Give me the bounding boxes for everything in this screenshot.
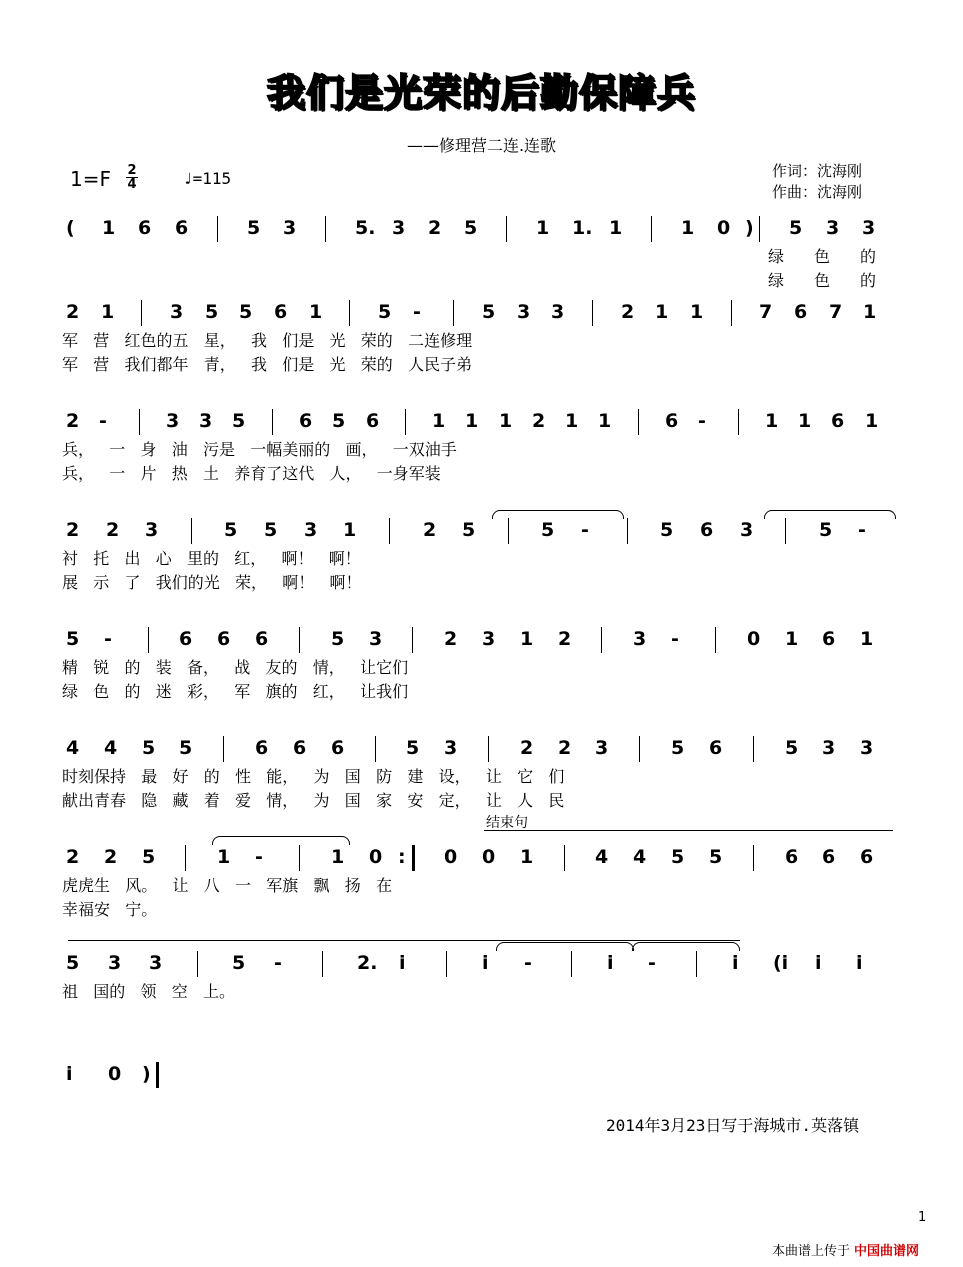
lyric-line: 衬 托 出 心 里的 红， 啊！ 啊！ <box>62 549 361 568</box>
note: 3 <box>740 519 754 541</box>
note: 6 <box>293 737 307 759</box>
note: 1 <box>765 410 779 432</box>
note: 5 <box>331 628 345 650</box>
notation-row <box>62 627 894 657</box>
song-title: 我们是光荣的后勤保障兵 <box>266 71 696 115</box>
note: 3 <box>826 217 840 239</box>
note: 5 <box>482 301 496 323</box>
notation-row <box>62 216 894 246</box>
page-number: 1 <box>918 1210 927 1225</box>
note: 1 <box>520 628 534 650</box>
note: 4 <box>633 846 647 868</box>
note: 2 <box>428 217 442 239</box>
note: 3 <box>304 519 318 541</box>
lyric-line: 展 示 了 我们的光 荣， 啊！ 啊！ <box>62 573 362 592</box>
note: i <box>66 1063 73 1085</box>
note: i <box>815 952 822 974</box>
lyric-line: 军 营 我们都年 青， 我 们是 光 荣的 人民子弟 <box>62 355 473 374</box>
barline <box>651 216 652 242</box>
note: 4 <box>66 737 80 759</box>
note: 3 <box>595 737 609 759</box>
note: 5 <box>142 737 156 759</box>
note: 0 <box>369 846 383 868</box>
note: - <box>648 952 656 974</box>
note: 1. <box>572 217 593 239</box>
note: 1 <box>598 410 612 432</box>
barline <box>299 627 300 653</box>
barline <box>375 736 376 762</box>
note: 6 <box>831 410 845 432</box>
note: (i <box>773 952 789 974</box>
note: 6 <box>822 628 836 650</box>
barline <box>627 518 628 544</box>
notation-row <box>62 300 894 330</box>
barline <box>185 845 186 871</box>
note: 3 <box>145 519 159 541</box>
note: 3 <box>369 628 383 650</box>
note: 6 <box>331 737 345 759</box>
barline <box>191 518 192 544</box>
watermark <box>772 1240 919 1259</box>
note: 1 <box>655 301 669 323</box>
note: 1 <box>343 519 357 541</box>
barline <box>759 216 760 242</box>
time-signature-bottom: 4 <box>127 177 137 192</box>
note: 3 <box>283 217 297 239</box>
note: 5 <box>789 217 803 239</box>
barline <box>753 736 754 762</box>
note: 6 <box>700 519 714 541</box>
note: 3 <box>170 301 184 323</box>
note: 4 <box>595 846 609 868</box>
ending-bracket <box>484 830 893 831</box>
note: 5 <box>785 737 799 759</box>
key-signature: 1=F <box>70 167 111 191</box>
barline <box>731 300 732 326</box>
barline <box>638 409 639 435</box>
note: i <box>732 952 739 974</box>
note: 6 <box>138 217 152 239</box>
repeat-sign: : <box>398 846 406 868</box>
note: 2 <box>66 301 80 323</box>
note: 2. <box>357 952 378 974</box>
barline <box>197 951 198 977</box>
barline <box>785 518 786 544</box>
note: i <box>856 952 863 974</box>
note: 1 <box>217 846 231 868</box>
notation-row <box>62 951 894 981</box>
lyric-line: 精 锐 的 装 备， 战 友的 情， 让它们 <box>62 658 409 677</box>
note: 5 <box>66 952 80 974</box>
note: 2 <box>444 628 458 650</box>
barline <box>508 518 509 544</box>
note: 6 <box>299 410 313 432</box>
lyric-line: 献出青春 隐 藏 着 爱 情， 为 国 家 安 定， 让 人 民 <box>62 791 565 810</box>
note: 5 <box>66 628 80 650</box>
barline <box>639 736 640 762</box>
time-signature <box>126 164 138 191</box>
paren-close: ) <box>142 1063 151 1085</box>
lyric-line: 兵， 一 身 油 污是 一幅美丽的 画， 一双油手 <box>62 440 457 459</box>
note: 6 <box>709 737 723 759</box>
lyric-line: 幸福安 宁。 <box>62 900 158 919</box>
note: 6 <box>175 217 189 239</box>
barline <box>349 300 350 326</box>
note: 5 <box>224 519 238 541</box>
note: 2 <box>558 737 572 759</box>
barline <box>389 518 390 544</box>
note: ( <box>66 217 75 239</box>
barline <box>453 300 454 326</box>
note: 6 <box>179 628 193 650</box>
notation-row <box>62 845 894 875</box>
barline <box>405 409 406 435</box>
note: - <box>255 846 263 868</box>
note: 2 <box>532 410 546 432</box>
note: 5 <box>179 737 193 759</box>
note: 1 <box>785 628 799 650</box>
lyric-line: 军 营 红色的五 星， 我 们是 光 荣的 二连修理 <box>62 331 473 350</box>
note: 2 <box>621 301 635 323</box>
note: 3 <box>551 301 565 323</box>
note: 2 <box>66 519 80 541</box>
lyric-line: 绿色的 <box>768 247 907 266</box>
note: - <box>858 519 866 541</box>
note: 1 <box>499 410 513 432</box>
note: 1 <box>101 301 115 323</box>
tie-arc <box>764 510 896 519</box>
barline <box>272 409 273 435</box>
note: 3 <box>862 217 876 239</box>
note: 1 <box>609 217 623 239</box>
note: 1 <box>309 301 323 323</box>
note: 1 <box>520 846 534 868</box>
note: 2 <box>66 846 80 868</box>
note: 1 <box>102 217 116 239</box>
barline <box>223 736 224 762</box>
note: i <box>482 952 489 974</box>
lyric-line: 虎虎生 风。 让 八 一 军旗 飘 扬 在 <box>62 876 393 895</box>
watermark-brand: 中国曲谱网 <box>854 1244 920 1259</box>
note: - <box>698 410 706 432</box>
note: - <box>413 301 421 323</box>
barline <box>506 216 507 242</box>
note: 3 <box>149 952 163 974</box>
note: 1 <box>465 410 479 432</box>
tie-arc <box>492 510 624 519</box>
note: 3 <box>199 410 213 432</box>
note: - <box>99 410 107 432</box>
footer-date: 2014年3月23日写于海城市.英落镇 <box>606 1116 860 1135</box>
note: 3 <box>444 737 458 759</box>
note: 5. <box>355 217 376 239</box>
barline <box>564 845 565 871</box>
note: 1 <box>863 301 877 323</box>
lyric-line: 祖 国的 领 空 上。 <box>62 982 236 1001</box>
note: i <box>399 952 406 974</box>
note: 5 <box>671 846 685 868</box>
note: 2 <box>106 519 120 541</box>
note: 6 <box>822 846 836 868</box>
note: 6 <box>366 410 380 432</box>
barline <box>696 951 697 977</box>
note: 5 <box>671 737 685 759</box>
note: 5 <box>142 846 156 868</box>
note: 6 <box>255 628 269 650</box>
barline <box>148 627 149 653</box>
lyric-line: 兵， 一 片 热 土 养育了这代 人， 一身军装 <box>62 464 441 483</box>
barline <box>592 300 593 326</box>
note: 3 <box>392 217 406 239</box>
note: 0 <box>747 628 761 650</box>
barline <box>446 951 447 977</box>
note: - <box>581 519 589 541</box>
barline <box>217 216 218 242</box>
note: 1 <box>860 628 874 650</box>
note: 5 <box>541 519 555 541</box>
note: 2 <box>558 628 572 650</box>
notation-row <box>62 1062 894 1092</box>
note: 0 <box>108 1063 122 1085</box>
note: - <box>671 628 679 650</box>
lyric-line: 时刻保持 最 好 的 性 能， 为 国 防 建 设， 让 它 们 <box>62 767 565 786</box>
time-signature-top: 2 <box>127 163 137 178</box>
barline <box>325 216 326 242</box>
note: 1 <box>681 217 695 239</box>
note: - <box>104 628 112 650</box>
barline <box>322 951 323 977</box>
song-subtitle: ——修理营二连.连歌 <box>406 136 557 155</box>
lyric-line: 绿 色 的 迷 彩， 军 旗的 红， 让我们 <box>62 682 409 701</box>
note: i <box>607 952 614 974</box>
notation-row <box>62 736 894 766</box>
note: 6 <box>255 737 269 759</box>
note: 3 <box>108 952 122 974</box>
note: 5 <box>378 301 392 323</box>
note: 2 <box>66 410 80 432</box>
note: 5 <box>709 846 723 868</box>
ending-label: 结束句 <box>486 815 528 831</box>
note: 2 <box>104 846 118 868</box>
note: 5 <box>205 301 219 323</box>
note: 5 <box>232 410 246 432</box>
note: 5 <box>232 952 246 974</box>
barline <box>738 409 739 435</box>
note: 3 <box>482 628 496 650</box>
note: - <box>274 952 282 974</box>
note: - <box>524 952 532 974</box>
note: 1 <box>690 301 704 323</box>
note: 1 <box>432 410 446 432</box>
note: 1 <box>536 217 550 239</box>
note: 7 <box>829 301 843 323</box>
note: 2 <box>423 519 437 541</box>
notation-row <box>62 409 894 439</box>
tie-arc <box>212 836 350 845</box>
note: 0 <box>482 846 496 868</box>
note: 1 <box>331 846 345 868</box>
tempo-marking: ♩=115 <box>183 169 232 188</box>
note: 6 <box>217 628 231 650</box>
note: 3 <box>860 737 874 759</box>
note: 6 <box>860 846 874 868</box>
barline <box>488 736 489 762</box>
note: 6 <box>794 301 808 323</box>
lyric-line: 绿色的 <box>768 271 907 290</box>
note: 5 <box>819 519 833 541</box>
lyricist-credit: 作词：沈海刚 <box>772 162 863 180</box>
barline <box>601 627 602 653</box>
note: 5 <box>264 519 278 541</box>
tie-arc <box>496 942 634 951</box>
tie-arc <box>632 942 740 951</box>
barline <box>412 845 415 871</box>
paren-close: ) <box>745 217 754 239</box>
barline <box>715 627 716 653</box>
note: 5 <box>239 301 253 323</box>
note: 4 <box>104 737 118 759</box>
note: 0 <box>444 846 458 868</box>
note: 3 <box>633 628 647 650</box>
note: 5 <box>332 410 346 432</box>
note: 2 <box>520 737 534 759</box>
barline <box>156 1062 159 1088</box>
note: 3 <box>822 737 836 759</box>
note: 1 <box>565 410 579 432</box>
note: 6 <box>785 846 799 868</box>
watermark-text: 本曲谱上传于 <box>772 1244 851 1259</box>
barline <box>141 300 142 326</box>
barline <box>139 409 140 435</box>
note: 6 <box>665 410 679 432</box>
composer-credit: 作曲：沈海刚 <box>772 183 863 201</box>
note: 5 <box>247 217 261 239</box>
note: 5 <box>462 519 476 541</box>
note: 5 <box>660 519 674 541</box>
note: 0 <box>717 217 731 239</box>
barline <box>571 951 572 977</box>
note: 5 <box>464 217 478 239</box>
ending-bracket <box>68 940 740 941</box>
note: 1 <box>798 410 812 432</box>
notation-row <box>62 518 894 548</box>
note: 6 <box>274 301 288 323</box>
note: 5 <box>406 737 420 759</box>
note: 7 <box>759 301 773 323</box>
barline <box>299 845 300 871</box>
note: 3 <box>517 301 531 323</box>
note: 3 <box>166 410 180 432</box>
note: 1 <box>865 410 879 432</box>
barline <box>412 627 413 653</box>
barline <box>753 845 754 871</box>
